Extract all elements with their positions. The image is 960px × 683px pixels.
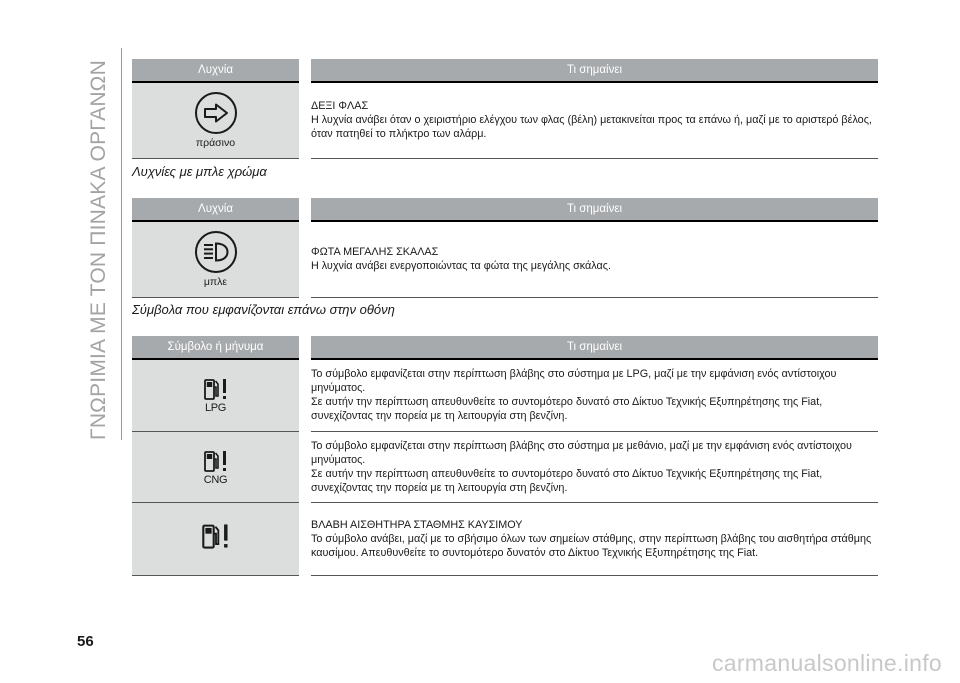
indicator-table-green [132, 59, 878, 159]
row-title: ΦΩΤΑ ΜΕΓΑΛΗΣ ΣΚΑΛΑΣ [311, 246, 439, 259]
table-row [132, 502, 878, 575]
symbol-cell [132, 431, 299, 502]
high-beam-icon [195, 231, 237, 273]
page-number: 56 [77, 633, 94, 650]
row-text: Το σύμβολο εμφανίζεται στην περίπτωση βλάβης στο σύστημα με μεθάνιο, μαζί με την εμφάνιση ενός αντίστοιχου μηνύματος. [311, 439, 852, 466]
lamp-cell [132, 222, 299, 297]
column-header-symbol: Σύμβολο ή μήνυμα [132, 336, 299, 358]
column-header-meaning: Τι σημαίνει [311, 59, 878, 81]
side-divider [121, 48, 122, 440]
fuel-pump-warning-icon [203, 448, 229, 474]
row-text: Η λυχνία ανάβει όταν ο χειριστήριο ελέγχου των φλας (βέλη) μετακινείται προς τα επάνω ή, μαζί με το αριστερό βέλος, όταν πατηθεί το πλήκτρο των αλάρμ. [311, 114, 872, 141]
table-row [132, 222, 878, 297]
fuel-pump-warning-icon [201, 521, 231, 551]
fuel-type-label: CNG [203, 473, 228, 486]
row-text: Η λυχνία ανάβει ενεργοποιώντας τα φώτα της μεγάλης σκάλας. [311, 260, 611, 273]
row-title: ΒΛΑΒΗ ΑΙΣΘΗΤΗΡΑ ΣΤΑΘΜΗΣ ΚΑΥΣΙΜΟΥ [311, 518, 523, 531]
table-row [132, 360, 878, 431]
symbol-cell [132, 502, 299, 575]
row-text: Το σύμβολο ανάβει, μαζί με το σβήσιμο όλων των σημείων στάθμης, στην περίπτωση βλάβης του αισθητήρα στάθμης καυσίμου. Απευθυνθείτε το συντομότερο δυνατόν στο Δίκτυο Τεχνικής Εξυπηρέτησης της Fiat. [311, 532, 872, 559]
description-cell [311, 222, 878, 297]
lamp-cell [132, 83, 299, 158]
turn-signal-arrow-icon [195, 92, 237, 134]
row-title: ΔΕΞΙ ΦΛΑΣ [311, 100, 369, 113]
indicator-table-blue [132, 198, 878, 298]
description-cell [311, 431, 878, 502]
icon-color-caption: μπλε [203, 275, 228, 288]
description-cell [311, 502, 878, 575]
description-cell [311, 83, 878, 158]
symbol-cell [132, 360, 299, 431]
column-header-lamp: Λυχνία [132, 198, 299, 220]
table-row [132, 83, 878, 158]
column-header-lamp: Λυχνία [132, 59, 299, 81]
row-text: Το σύμβολο εμφανίζεται στην περίπτωση βλάβης στο σύστημα με LPG, μαζί με την εμφάνιση ενός αντίστοιχου μηνύματος. [311, 368, 837, 395]
section-title-display-symbols: Σύμβολα που εμφανίζονται επάνω στην οθόνη [132, 302, 395, 317]
row-text: Σε αυτήν την περίπτωση απευθυνθείτε το συντομότερο δυνατό στο Δίκτυο Τεχνικής Εξυπηρέτησης της Fiat, συνεχίζοντας την πορεία με τη λειτουργία στη βενζίνη. [311, 467, 823, 494]
column-header-meaning: Τι σημαίνει [311, 336, 878, 358]
side-section-title-text: ΓΝΩΡΙΜΙΑ ΜΕ ΤΟΝ ΠΙΝΑΚΑ ΟΡΓΑΝΩΝ [87, 60, 110, 440]
table-row [132, 431, 878, 502]
fuel-type-label: LPG [204, 402, 227, 415]
section-title-blue-lamps: Λυχνίες με μπλε χρώμα [132, 164, 267, 179]
icon-color-caption: πράσινο [195, 136, 236, 149]
row-text: Σε αυτήν την περίπτωση απευθυνθείτε το συντομότερο δυνατό στο Δίκτυο Τεχνικής Εξυπηρέτησης της Fiat, συνεχίζοντας την πορεία με τη λειτουργία στη βενζίνη. [311, 396, 823, 423]
fuel-pump-warning-icon [203, 376, 229, 402]
watermark: carmanualsonline.info [711, 650, 942, 676]
column-header-meaning: Τι σημαίνει [311, 198, 878, 220]
description-cell [311, 360, 878, 431]
side-section-title [84, 40, 114, 460]
display-symbols-table [132, 336, 878, 576]
